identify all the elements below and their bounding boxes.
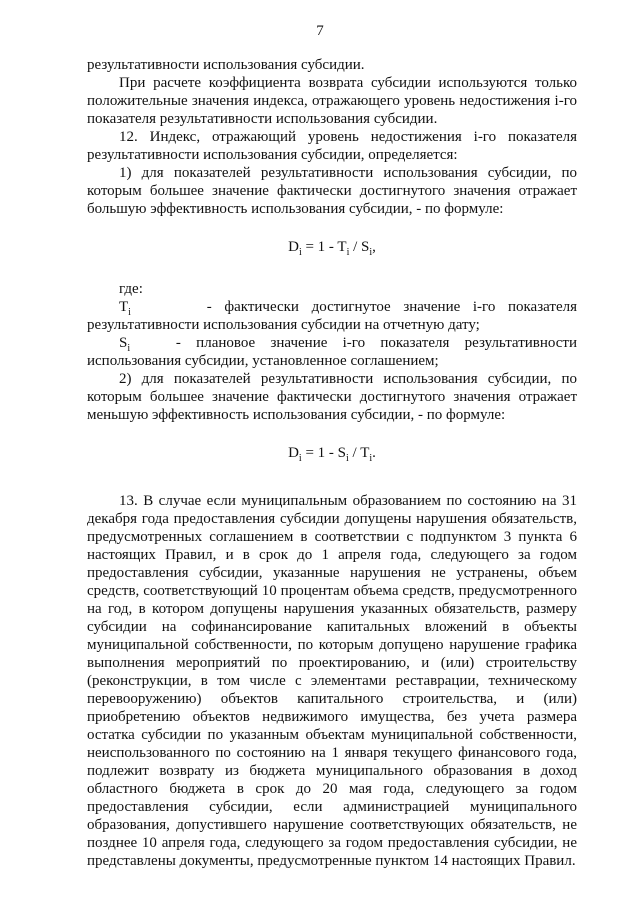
- formula-1-s: S: [361, 239, 370, 255]
- formula-2-d-sub: i: [298, 453, 302, 464]
- formula-1-d-sub: i: [298, 247, 302, 258]
- paragraph-12-item-1: 1) для показателей результативности использования субсидии, по которым большее значение фактически достигнутого значения отражает большую эффективность использования субсидии, - по формуле:: [87, 165, 577, 217]
- definition-t-sub: i: [128, 307, 131, 318]
- where-label: где:: [119, 281, 143, 297]
- paragraph-positive-values: При расчете коэффициента возврата субсидии используются только положительные значения индекса, отражающего уровень недостижения i-го показателя результативности использования субсидии.: [87, 75, 577, 127]
- paragraph-13: 13. В случае если муниципальным образованием по состоянию на 31 декабря года предоставления субсидии допущены нарушения обязательств, предусмотренных соглашением в соответствии с подпунктом 3 пункта 6 настоящих Правил, и в срок до 1 апреля года, следующего за годом предоставления субсидии, указанные нарушения не устранены, объем средств, соответствующий 10 процентам объема средств, предусмотренного на год, в котором допущены нарушения указанных обязательств, размеру субсидии на софинансирование капитальных вложений в объекты муниципальной собственности, по которым допущено нарушение графика выполнения мероприятий по проектированию, и (или) строительству (реконструкции, в том числе с элементами реставрации, техническому перевооружению) объектов капитального строительства, и (или) приобретению объектов недвижимого имущества, без учета размера остатка субсидии по указанным объектам муниципальной собственности, неиспользованного по состоянию на 1 января текущего финансового года, подлежит возврату из бюджета муниципального образования в доход областного бюджета в срок до 20 мая года, следующего за годом предоставления субсидии, если администрацией муниципального образования, допустившего нарушение соответствующих обязательств, не позднее 10 апреля года, следующего за годом предоставления субсидии, не представлены документы, предусмотренные пунктом 14 настоящих Правил.: [87, 493, 577, 869]
- formula-2-end: .: [372, 445, 376, 461]
- formula-1: [87, 238, 577, 256]
- formula-2-d: D: [288, 445, 299, 461]
- definition-s: [87, 334, 577, 370]
- formula-2-t-sub: i: [369, 453, 373, 464]
- formula-1-slash: /: [349, 239, 362, 255]
- formula-1-d: D: [288, 239, 299, 255]
- document-body: [87, 56, 577, 870]
- formula-2-t: T: [360, 445, 370, 461]
- formula-1-t: T: [337, 239, 347, 255]
- definition-t: [87, 298, 577, 334]
- paragraph-12: 12. Индекс, отражающий уровень недостижения i-го показателя результативности использования субсидии, определяется:: [87, 129, 577, 163]
- formula-1-t-sub: i: [346, 247, 350, 258]
- formula-1-s-sub: i: [369, 247, 373, 258]
- formula-2-eq: = 1 -: [301, 445, 338, 461]
- definition-t-symbol: T: [119, 299, 129, 315]
- formula-1-end: ,: [372, 239, 376, 255]
- formula-1-eq: = 1 -: [301, 239, 338, 255]
- formula-2-slash: /: [348, 445, 361, 461]
- definition-s-sub: i: [127, 343, 131, 354]
- formula-2-s: S: [337, 445, 347, 461]
- paragraph-continuation: результативности использования субсидии.: [87, 57, 365, 73]
- page-number: 7: [316, 23, 324, 39]
- formula-2-s-sub: i: [346, 453, 349, 464]
- paragraph-12-item-2: 2) для показателей результативности использования субсидии, по которым большее значение фактически достигнутого значения отражает меньшую эффективность использования субсидии, - по формуле:: [87, 371, 577, 423]
- definition-s-symbol: S: [119, 335, 128, 351]
- definition-s-text: - плановое значение i-го показателя результативности использования субсидии, установленное соглашением;: [87, 335, 578, 369]
- formula-2: [87, 444, 577, 462]
- definition-t-text: - фактически достигнутое значение i-го показателя результативности использования субсидии на отчетную дату;: [87, 299, 577, 333]
